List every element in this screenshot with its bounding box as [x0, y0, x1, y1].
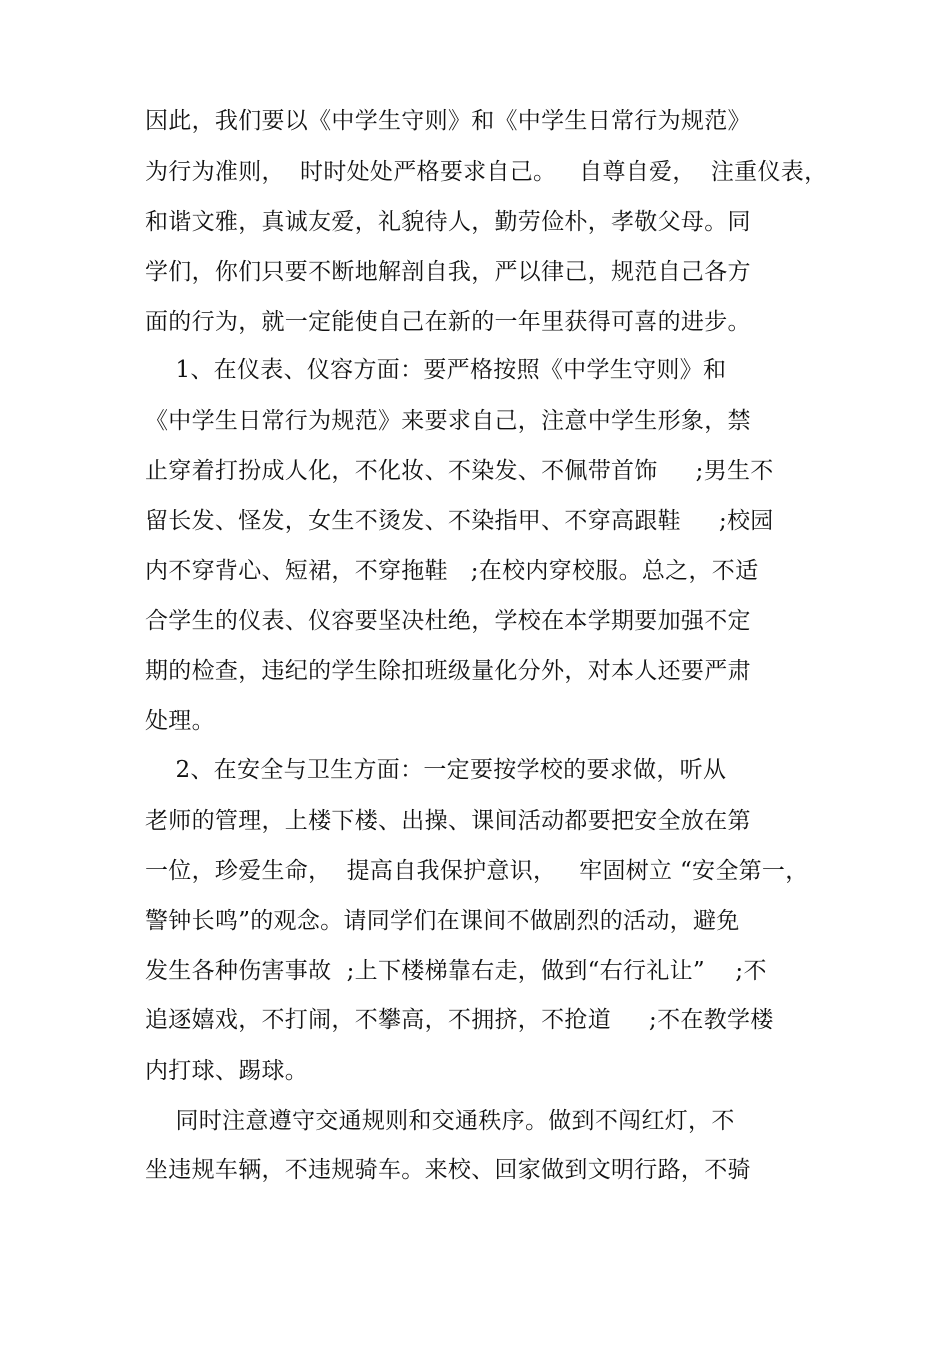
- text-line: 因此，我们要以《中学生守则》和《中学生日常行为规范》: [145, 108, 751, 134]
- text-line: 期的检查，违纪的学生除扣班级量化分外，对本人还要严肃: [145, 658, 751, 684]
- text-line: 为行为准则， 时时处处严格要求自己。 自尊自爱， 注重仪表，: [145, 159, 828, 185]
- text-line: 《中学生日常行为规范》来要求自己，注意中学生形象，禁: [145, 408, 751, 434]
- text-line: 留长发、怪发，女生不烫发、不染指甲、不穿高跟鞋 ;校园: [145, 508, 774, 534]
- text-line: 发生各种伤害事故 ;上下楼梯靠右走，做到“右行礼让” ;不: [145, 958, 767, 984]
- text-line: 止穿着打扮成人化，不化妆、不染发、不佩带首饰 ;男生不: [145, 458, 774, 484]
- text-line: 警钟长鸣”的观念。请同学们在课间不做剧烈的活动，避免: [145, 908, 740, 934]
- text-line: 同时注意遵守交通规则和交通秩序。做到不闯红灯，不: [145, 1108, 735, 1134]
- text-line: 学们，你们只要不断地解剖自我，严以律己，规范自己各方: [145, 259, 751, 285]
- text-line: 追逐嬉戏，不打闹，不攀高，不拥挤，不抢道 ;不在教学楼: [145, 1007, 774, 1033]
- text-line: 2、在安全与卫生方面：一定要按学校的要求做，听从: [145, 757, 727, 783]
- text-line: 老师的管理，上楼下楼、出操、课间活动都要把安全放在第: [145, 808, 751, 834]
- text-line: 和谐文雅，真诚友爱，礼貌待人，勤劳俭朴，孝敬父母。同: [145, 209, 751, 235]
- text-line: 一位，珍爱生命， 提高自我保护意识， 牢固树立 “安全第一，: [145, 858, 809, 884]
- text-line: 1、在仪表、仪容方面：要严格按照《中学生守则》和: [145, 357, 727, 383]
- text-line: 面的行为，就一定能使自己在新的一年里获得可喜的进步。: [145, 309, 751, 335]
- text-line: 坐违规车辆，不违规骑车。来校、回家做到文明行路，不骑: [145, 1157, 751, 1183]
- text-line: 处理。: [145, 708, 215, 734]
- text-line: 内不穿背心、短裙，不穿拖鞋 ;在校内穿校服。总之，不适: [145, 558, 759, 584]
- text-line: 合学生的仪表、仪容要坚决杜绝，学校在本学期要加强不定: [145, 608, 751, 634]
- text-line: 内打球、踢球。: [145, 1058, 309, 1084]
